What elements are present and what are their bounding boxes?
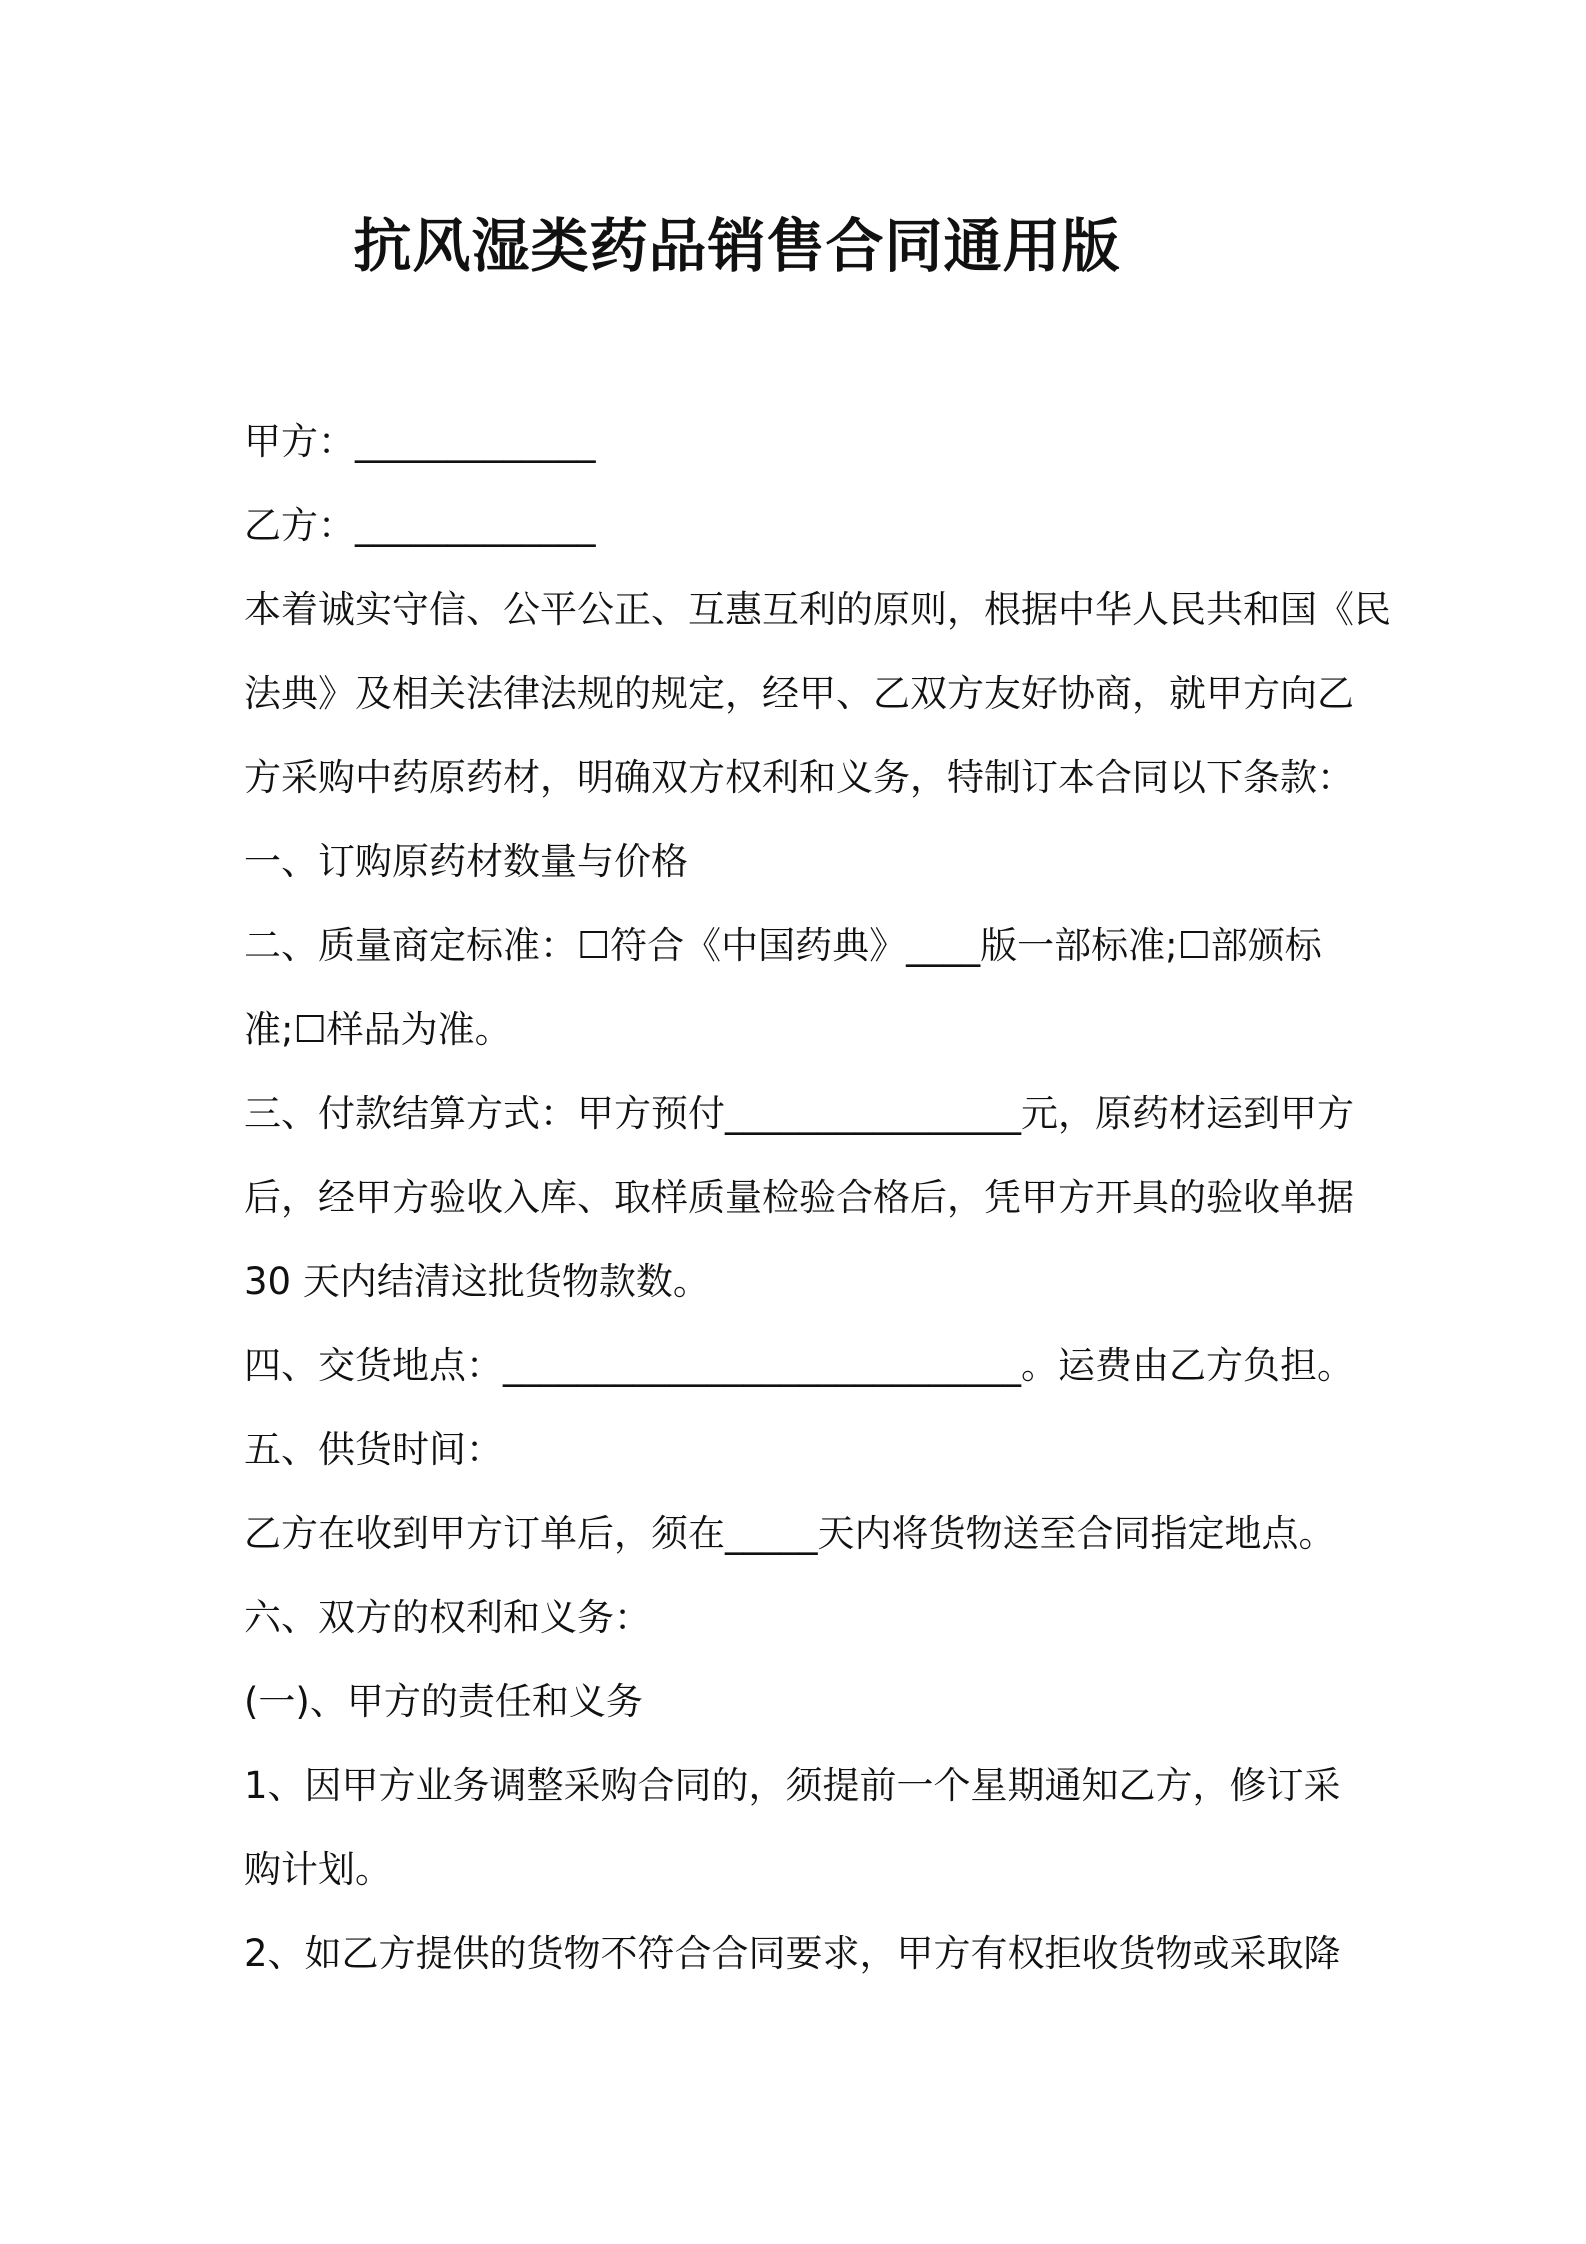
document-body — [244, 400, 1391, 1996]
clause-6-item-1: 1、因甲方业务调整采购合同的，须提前一个星期通知乙方，修订采 — [244, 1764, 1341, 1807]
clause-3-line: 三、付款结算方式：甲方预付________________元，原药材运到甲方 — [244, 1092, 1354, 1135]
clause-2-line: 准;☐样品为准。 — [244, 1008, 512, 1051]
clause-6-item-2: 2、如乙方提供的货物不符合合同要求，甲方有权拒收货物或采取降 — [244, 1932, 1341, 1975]
preamble-line: 法典》及相关法律法规的规定，经甲、乙双方友好协商，就甲方向乙 — [244, 672, 1354, 715]
party-b-line: 乙方：_____________ — [244, 504, 596, 547]
clause-5-heading: 五、供货时间： — [244, 1428, 503, 1471]
preamble-line: 方采购中药原药材，明确双方权利和义务，特制订本合同以下条款： — [244, 756, 1354, 799]
clause-4-line: 四、交货地点：____________________________。运费由乙方负担。 — [244, 1344, 1354, 1387]
clause-1-heading: 一、订购原药材数量与价格 — [244, 840, 688, 883]
clause-6-subheading: (一)、甲方的责任和义务 — [244, 1680, 643, 1723]
clause-6-heading: 六、双方的权利和义务： — [244, 1596, 651, 1639]
preamble-line: 本着诚实守信、公平公正、互惠互利的原则，根据中华人民共和国《民 — [244, 588, 1391, 631]
party-a-line: 甲方：_____________ — [244, 420, 596, 463]
clause-2-line: 二、质量商定标准：☐符合《中国药典》____版一部标准;☐部颁标 — [244, 924, 1322, 967]
document-title: 抗风湿类药品销售合同通用版 — [353, 212, 1121, 280]
clause-5-line: 乙方在收到甲方订单后，须在_____天内将货物送至合同指定地点。 — [244, 1512, 1336, 1555]
clause-3-line: 后，经甲方验收入库、取样质量检验合格后，凭甲方开具的验收单据 — [244, 1176, 1354, 1219]
clause-6-item-1: 购计划。 — [244, 1848, 392, 1891]
clause-3-line: 30 天内结清这批货物款数。 — [244, 1260, 710, 1303]
